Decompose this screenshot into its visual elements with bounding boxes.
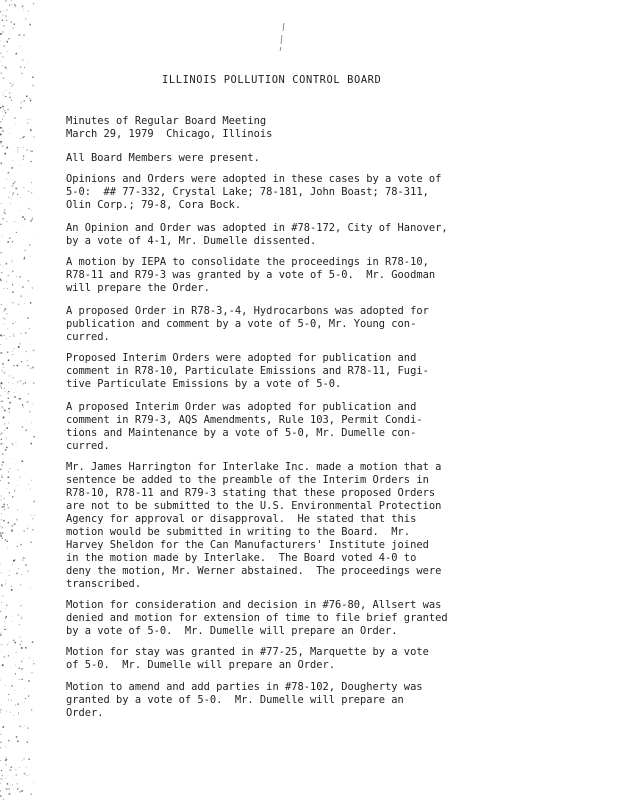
paragraph-line: 5-0: ## 77-332, Crystal Lake; 78-181, John Boast; 78-311, xyxy=(66,186,429,198)
paragraph-line: Harvey Sheldon for the Can Manufacturers' Institute joined xyxy=(66,539,429,551)
paragraph-line: in the motion made by Interlake. The Board voted 4-0 to xyxy=(66,552,417,564)
paragraph-line: An Opinion and Order was adopted in #78-172, City of Hanover, xyxy=(66,222,448,234)
paragraph-line: A proposed Interim Order was adopted for publication and xyxy=(66,401,417,413)
paragraph-line: Proposed Interim Orders were adopted for publication and xyxy=(66,352,417,364)
paragraph-line: transcribed. xyxy=(66,578,142,590)
scan-mark xyxy=(278,22,288,52)
paragraph-line: R78-10, R78-11 and R79-3 stating that these proposed Orders xyxy=(66,487,436,499)
paragraph-line: motion would be submitted in writing to the Board. Mr. xyxy=(66,526,411,538)
meeting-date-line: March 29, 1979 Chicago, Illinois xyxy=(66,128,273,140)
paragraph-line: A motion by IEPA to consolidate the proceedings in R78-10, xyxy=(66,256,429,268)
paragraph-line: Opinions and Orders were adopted in these cases by a vote of xyxy=(66,173,442,185)
paragraph-line: sentence be added to the preamble of the Interim Orders in xyxy=(66,474,429,486)
paragraph-line: Motion for consideration and decision in #76-80, Allsert was xyxy=(66,599,442,611)
paragraph-line: by a vote of 5-0. Mr. Dumelle will prepare an Order. xyxy=(66,625,398,637)
paragraph-line: curred. xyxy=(66,331,110,343)
paragraph-line: denied and motion for extension of time to file brief granted xyxy=(66,612,448,624)
paragraph-line: publication and comment by a vote of 5-0, Mr. Young con- xyxy=(66,318,417,330)
paragraph-line: tive Particulate Emissions by a vote of 5-0. xyxy=(66,378,342,390)
paragraph-line: A proposed Order in R78-3,-4, Hydrocarbons was adopted for xyxy=(66,305,429,317)
paragraph-line: by a vote of 4-1, Mr. Dumelle dissented. xyxy=(66,235,317,247)
paragraph-line: Motion to amend and add parties in #78-102, Dougherty was xyxy=(66,681,423,693)
paragraph-line: curred. xyxy=(66,440,110,452)
paragraph-line: All Board Members were present. xyxy=(66,152,260,164)
paragraph-line: granted by a vote of 5-0. Mr. Dumelle will prepare an xyxy=(66,694,404,706)
paragraph-line: Olin Corp.; 79-8, Cora Bock. xyxy=(66,199,242,211)
paragraph-line: deny the motion, Mr. Werner abstained. The proceedings were xyxy=(66,565,442,577)
paragraph-line: tions and Maintenance by a vote of 5-0, Mr. Dumelle con- xyxy=(66,427,417,439)
paragraph-line: of 5-0. Mr. Dumelle will prepare an Order. xyxy=(66,659,335,671)
paragraph-line: Motion for stay was granted in #77-25, Marquette by a vote xyxy=(66,646,429,658)
meeting-heading-line: Minutes of Regular Board Meeting xyxy=(66,115,267,127)
paragraph-line: Order. xyxy=(66,707,104,719)
paragraph-line: Agency for approval or disapproval. He stated that this xyxy=(66,513,417,525)
paragraph-line: will prepare the Order. xyxy=(66,282,210,294)
paragraph-line: Mr. James Harrington for Interlake Inc. made a motion that a xyxy=(66,461,442,473)
scan-edge-noise xyxy=(0,0,40,800)
paragraph-line: comment in R78-10, Particulate Emissions and R78-11, Fugi- xyxy=(66,365,429,377)
document-title: ILLINOIS POLLUTION CONTROL BOARD xyxy=(162,74,382,86)
paragraph-line: R78-11 and R79-3 was granted by a vote of 5-0. Mr. Goodman xyxy=(66,269,436,281)
paragraph-line: are not to be submitted to the U.S. Environmental Protection xyxy=(66,500,442,512)
paragraph-line: comment in R79-3, AQS Amendments, Rule 103, Permit Condi- xyxy=(66,414,423,426)
